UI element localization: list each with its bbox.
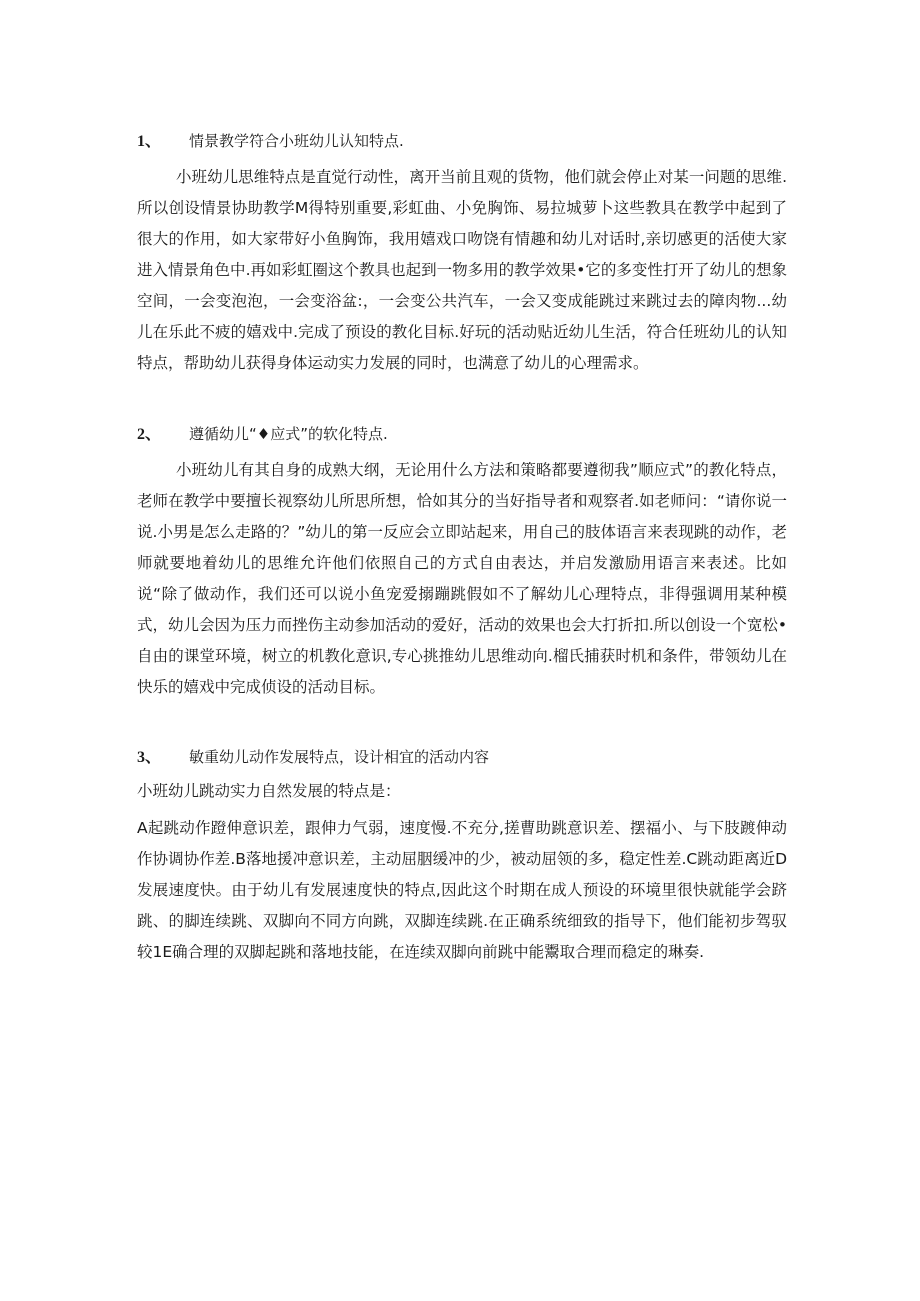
section-3-heading: [137, 747, 489, 768]
section-3-paragraph: A起跳动作蹬伸意识差，跟伸力气弱，速度慢.不充分,搓曹助跳意识差、摆福小、与下肢踱伸动作协调协作差.B落地援冲意识差，主动屈胭缓冲的少，被动屈领的多，稳定性差.C跳动距离近D发展速度快。由于幼儿有发展速度快的特点,因此这个时期在成人预设的环境里很快就能学会跻跳、的脚连续跳、双脚向不同方向跳，双脚连续跳.在正确系统细致的指导下，他们能初步驾驭较1E确合理的双脚起跳和落地技能，在连续双脚向前跳中能鬻取合理而稳定的琳奏.: [137, 819, 787, 961]
section-3-title: 敏重幼儿动作发展特点，设计相宜的活动内容: [189, 748, 490, 766]
section-3-number: 3、: [137, 749, 162, 766]
section-3-intro: 小班幼儿跳动实力自然发展的特点是：: [137, 782, 401, 800]
section-2-paragraph: 小班幼儿有其自身的成熟大纲，无论用什么方法和策略都要遵彻我”顺应式”的教化特点，老师在教学中要擅长视察幼儿所思所想，恰如其分的当好指导者和观察者.如老师问：“请你说一说.小男是怎么走路的？”幼儿的第一反应会立即站起来，用自己的肢体语言来表现跳的动作，老师就要地着幼儿的思维允许他们依照自己的方式自由表达，并启发激励用语言来表述。比如说“除了做动作，我们还可以说小鱼宠爱搦蹦跳假如不了解幼儿心理特点，非得强调用某种模式，幼儿会因为压力而挫伤主动参加活动的爱好，活动的效果也会大打折扣.所以创设一个宽松•自由的课堂环境，树立的机教化意识,专心挑推幼儿思维动向.榴氏捕获时机和条件，带领幼儿在快乐的嬉戏中完成侦设的活动目标。: [137, 461, 787, 696]
section-2-title: 遵循幼儿“♦应式”的软化特点.: [189, 425, 388, 443]
section-1-number: 1、: [137, 133, 162, 150]
section-2-number: 2、: [137, 426, 162, 443]
section-1-heading: [137, 131, 404, 152]
section-2-heading: [137, 424, 388, 445]
section-1-paragraph: 小班幼儿思维特点是直觉行动性，离开当前且观的货物，他们就会停止对某一问题的思维.所以创设情景协助教学M得特别重要,彩虹曲、小免胸饰、易拉城萝卜这些教具在教学中起到了很大的作用，如大家带好小鱼胸饰，我用嬉戏口吻饶有情趣和幼儿对话时,亲切感更的活使大家进入情景角色中.再如彩虹圈这个教具也起到一物多用的教学效果•它的多变性打开了幼儿的想象空间，一会变泡泡，一会变浴盆:，一会变公共汽车，一会又变成能跳过来跳过去的障肉物...幼儿在乐此不疲的嬉戏中.完成了预设的教化目标.好玩的活动贴近幼儿生活，符合任班幼儿的认知特点，帮助幼儿获得身体运动实力发展的同时，也满意了幼儿的心理需求。: [137, 168, 787, 372]
section-1-title: 情景教学符合小班幼儿认知特点.: [189, 132, 404, 150]
